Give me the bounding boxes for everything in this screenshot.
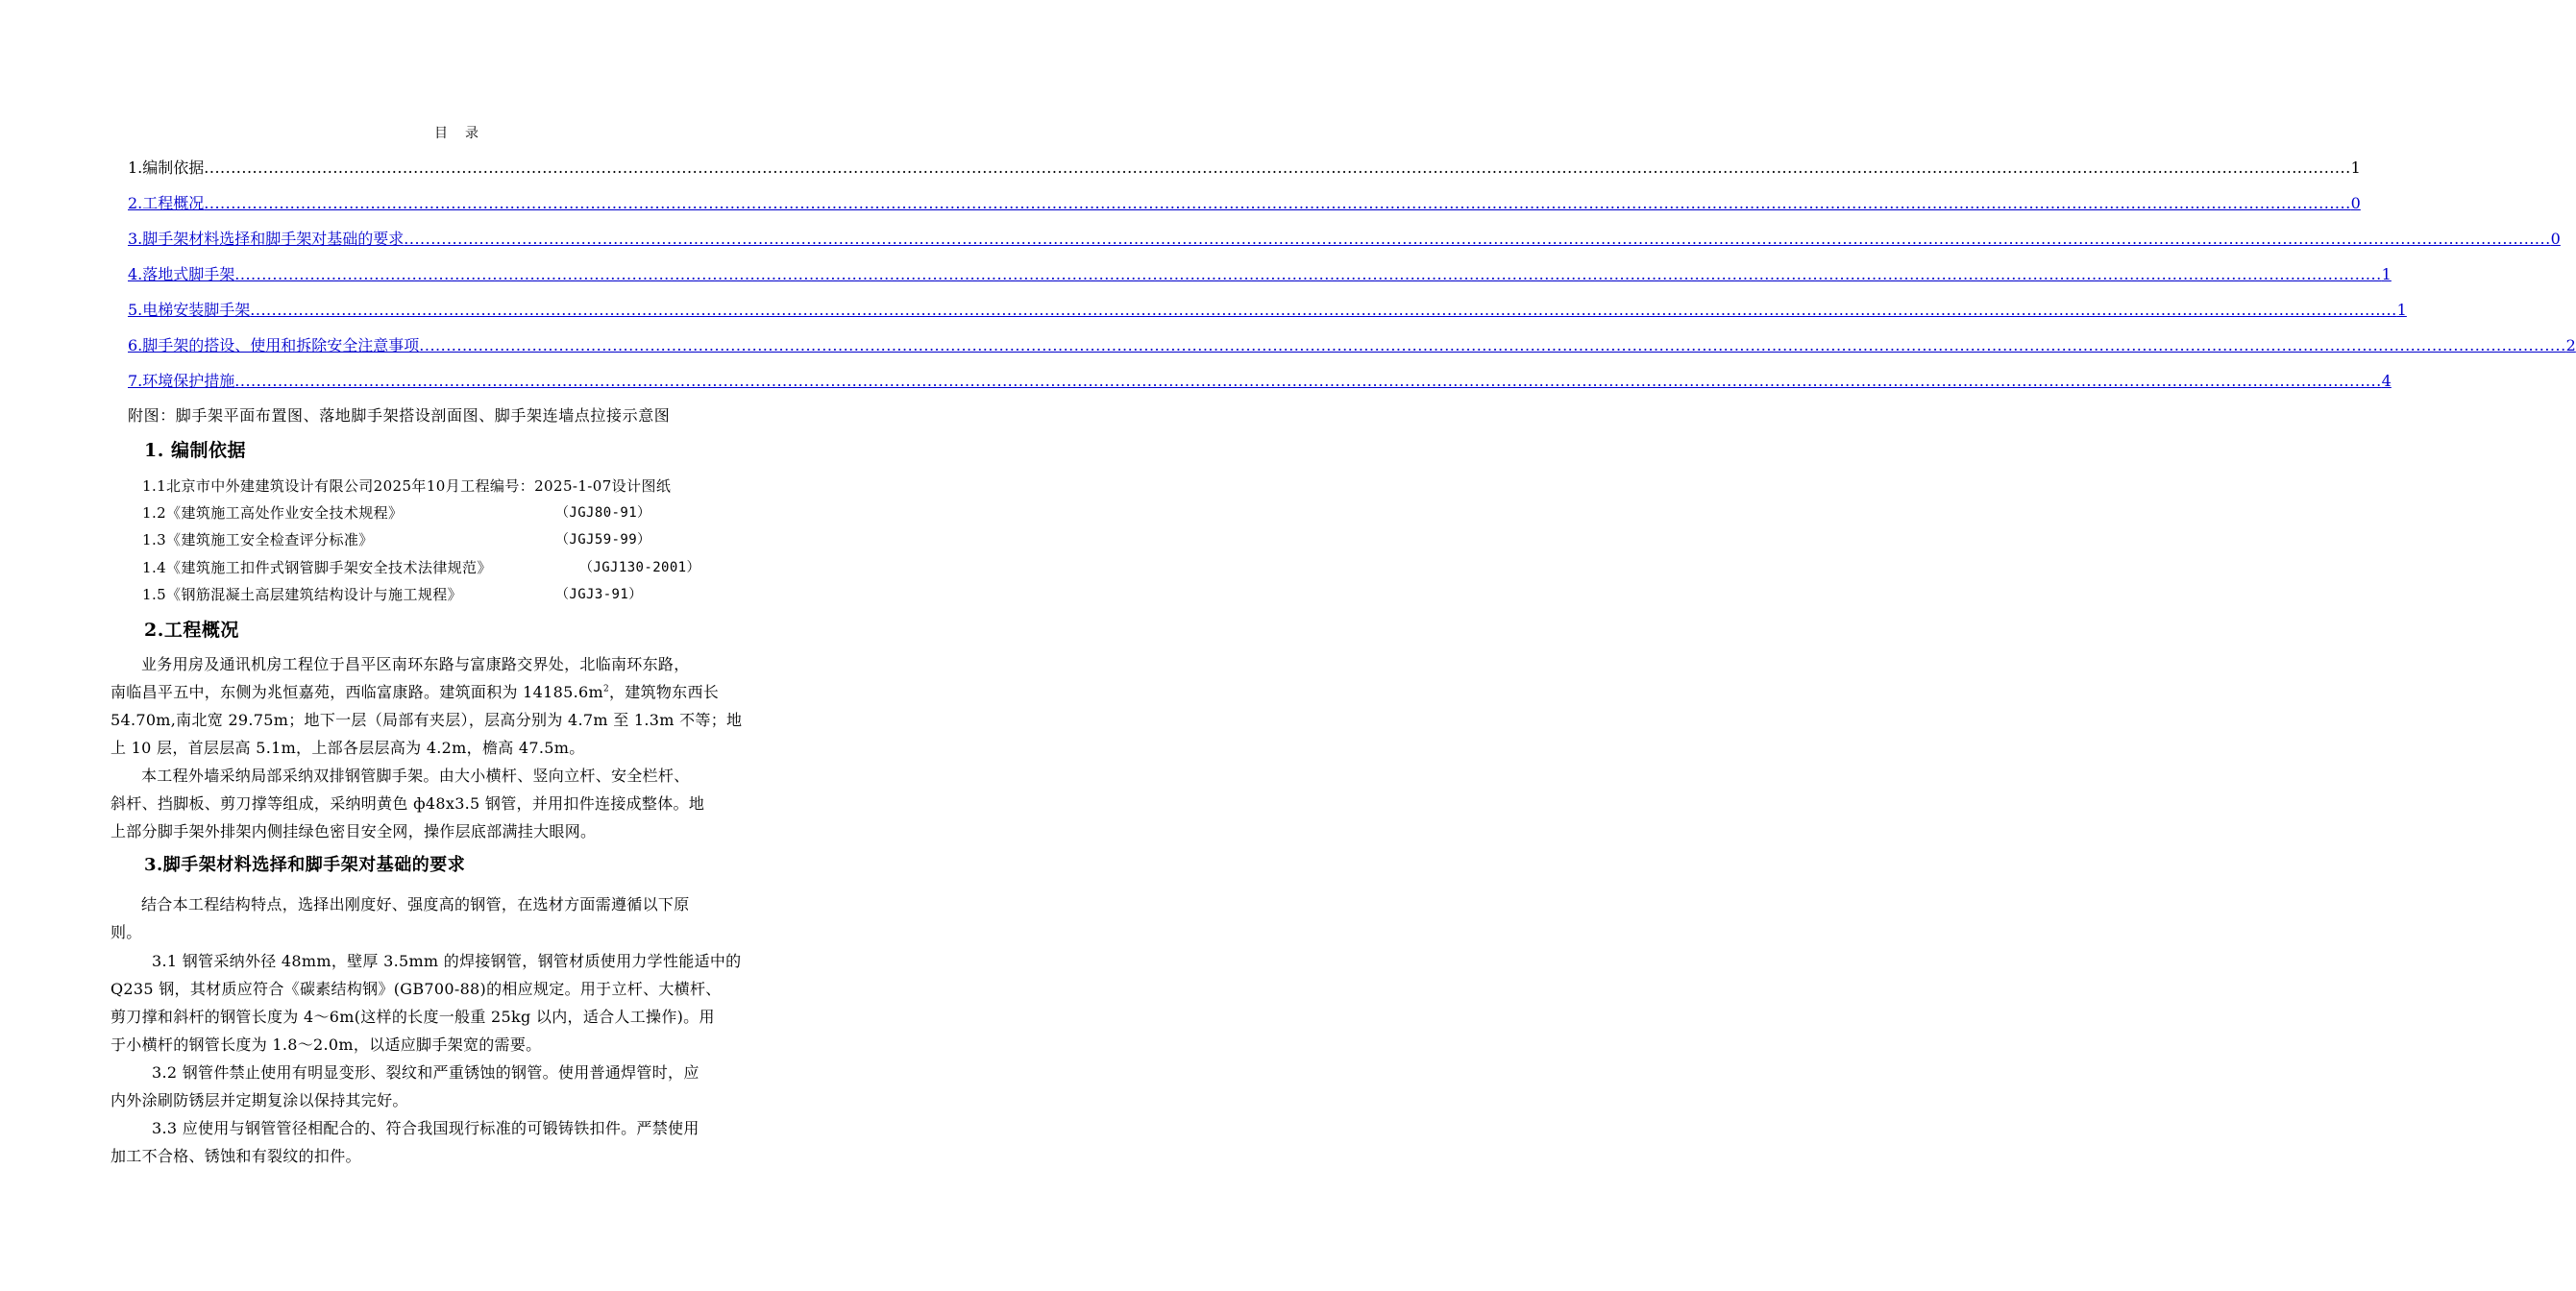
toc-leader-dots: ................................................................................................................................................................................................................................................................................................................................................................................................................ <box>419 336 2566 354</box>
superscript: 2 <box>602 684 609 694</box>
toc-page-number: 2 <box>2565 336 2576 354</box>
reference-title: 1.1北京市中外建建筑设计有限公司2025年10月工程编号：2025-1-07设计图纸 <box>142 477 672 495</box>
toc-page-number: 1 <box>2381 265 2392 283</box>
toc-entry-title: 7.环境保护措施 <box>128 372 235 390</box>
toc-leader-dots: ................................................................................................................................................................................................................................................................................................................................................................................................................ <box>234 372 2382 390</box>
toc-leader-dots: ................................................................................................................................................................................................................................................................................................................................................................................................................ <box>404 230 2551 248</box>
section-2-paragraph-1 <box>110 650 804 762</box>
toc-entry-title: 5.电梯安装脚手架 <box>128 301 251 319</box>
text-line: 上部分脚手架外排架内侧挂绿色密目安全网，操作层底部满挂大眼网。 <box>110 822 597 840</box>
toc-leader-dots: ................................................................................................................................................................................................................................................................................................................................................................................................................ <box>234 265 2382 283</box>
toc-entry[interactable] <box>128 227 2561 250</box>
toc-entry[interactable] <box>128 262 2392 285</box>
text-line: 则。 <box>110 923 142 941</box>
text-line: 结合本工程结构特点，选择出刚度好、强度高的钢管，在选材方面需遵循以下原 <box>141 895 690 913</box>
text-line: 3.2 钢管件禁止使用有明显变形、裂纹和严重锈蚀的钢管。使用普通焊管时，应 <box>152 1063 699 1082</box>
toc-entry[interactable] <box>128 333 2576 356</box>
reference-title: 1.3《建筑施工安全检查评分标准》 <box>142 531 374 548</box>
section-3-paragraph-4 <box>110 1114 804 1170</box>
reference-item <box>142 502 651 523</box>
toc-page-number: 0 <box>2350 194 2361 212</box>
section-3-heading: 3.脚手架材料选择和脚手架对基础的要求 <box>144 855 466 875</box>
text-line: 加工不合格、锈蚀和有裂纹的扣件。 <box>110 1147 361 1165</box>
toc-page-number: 4 <box>2381 372 2392 390</box>
section-3-paragraph-2 <box>110 947 804 1059</box>
toc-page-number: 0 <box>2550 230 2561 248</box>
toc-leader-dots: ................................................................................................................................................................................................................................................................................................................................................................................................................ <box>204 194 2351 212</box>
toc-entry <box>128 156 2361 179</box>
toc-entry-title: 3.脚手架材料选择和脚手架对基础的要求 <box>128 230 405 248</box>
text-fragment: ，建筑物东西长 <box>608 683 720 701</box>
text-line: 3.3 应使用与钢管管径相配合的、符合我国现行标准的可锻铸铁扣件。严禁使用 <box>152 1119 699 1137</box>
text-line: 剪刀撑和斜杆的钢管长度为 4～6m(这样的长度一般重 25kg 以内，适合人工操作)。用 <box>110 1008 715 1026</box>
section-1-heading: 1. 编制依据 <box>144 440 246 461</box>
text-line <box>110 678 804 706</box>
toc-entry-title: 4.落地式脚手架 <box>128 265 235 283</box>
toc-entry-title: 2.工程概况 <box>128 194 205 212</box>
text-line: 54.70m,南北宽 29.75m；地下一层（局部有夹层），层高分别为 4.7m 至 1.3m 不等；地 <box>110 711 743 729</box>
reference-code: （JGJ130-2001） <box>579 560 700 575</box>
toc-page-number: 1 <box>2350 158 2361 177</box>
section-2-heading: 2.工程概况 <box>144 620 239 641</box>
reference-code: （JGJ3-91） <box>555 587 643 602</box>
text-line: 上 10 层，首层层高 5.1m，上部各层层高为 4.2m，檐高 47.5m。 <box>110 739 585 757</box>
appendix-note: 附图：脚手架平面布置图、落地脚手架搭设剖面图、脚手架连墙点拉接示意图 <box>128 406 671 425</box>
text-line: 业务用房及通讯机房工程位于昌平区南环东路与富康路交界处，北临南环东路， <box>141 655 690 673</box>
toc-leader-dots: ................................................................................................................................................................................................................................................................................................................................................................................................................ <box>204 158 2351 177</box>
text-line: 本工程外墙采纳局部采纳双排钢管脚手架。由大小横杆、竖向立杆、安全栏杆、 <box>141 767 690 785</box>
reference-code: （JGJ59-99） <box>555 532 651 548</box>
reference-code: （JGJ80-91） <box>555 505 651 521</box>
reference-title: 1.4《建筑施工扣件式钢管脚手架安全技术法律规范》 <box>142 559 492 576</box>
toc-leader-dots: ................................................................................................................................................................................................................................................................................................................................................................................................................ <box>250 301 2397 319</box>
reference-item <box>142 529 651 549</box>
text-line: 内外涂刷防锈层并定期复涂以保持其完好。 <box>110 1091 408 1109</box>
section-3-paragraph-1 <box>110 890 804 946</box>
toc-entry[interactable] <box>128 298 2407 321</box>
reference-title: 1.2《建筑施工高处作业安全技术规程》 <box>142 504 404 522</box>
toc-entry[interactable] <box>128 369 2392 392</box>
section-2-paragraph-2 <box>110 762 804 845</box>
text-line: 斜杆、挡脚板、剪刀撑等组成，采纳明黄色 ф48x3.5 钢管，并用扣件连接成整体。地 <box>110 794 705 813</box>
toc-entry-title: 1.编制依据 <box>128 158 205 177</box>
toc-title: 目录 <box>434 126 496 141</box>
reference-item <box>142 557 700 577</box>
reference-title: 1.5《钢筋混凝土高层建筑结构设计与施工规程》 <box>142 586 463 603</box>
reference-item <box>142 475 671 496</box>
reference-item <box>142 584 643 604</box>
toc-page-number: 1 <box>2396 301 2407 319</box>
text-fragment: 南临昌平五中，东侧为兆恒嘉苑，西临富康路。建筑面积为 14185.6m <box>110 683 603 701</box>
text-line: Q235 钢，其材质应符合《碳素结构钢》(GB700-88)的相应规定。用于立杆、大横杆、 <box>110 980 722 998</box>
toc-entry[interactable] <box>128 191 2361 214</box>
text-line: 于小横杆的钢管长度为 1.8～2.0m，以适应脚手架宽的需要。 <box>110 1035 542 1054</box>
text-line: 3.1 钢管采纳外径 48mm，壁厚 3.5mm 的焊接钢管，钢管材质使用力学性能适中的 <box>152 952 742 970</box>
toc-entry-title: 6.脚手架的搭设、使用和拆除安全注意事项 <box>128 336 420 354</box>
section-3-paragraph-3 <box>110 1059 804 1114</box>
